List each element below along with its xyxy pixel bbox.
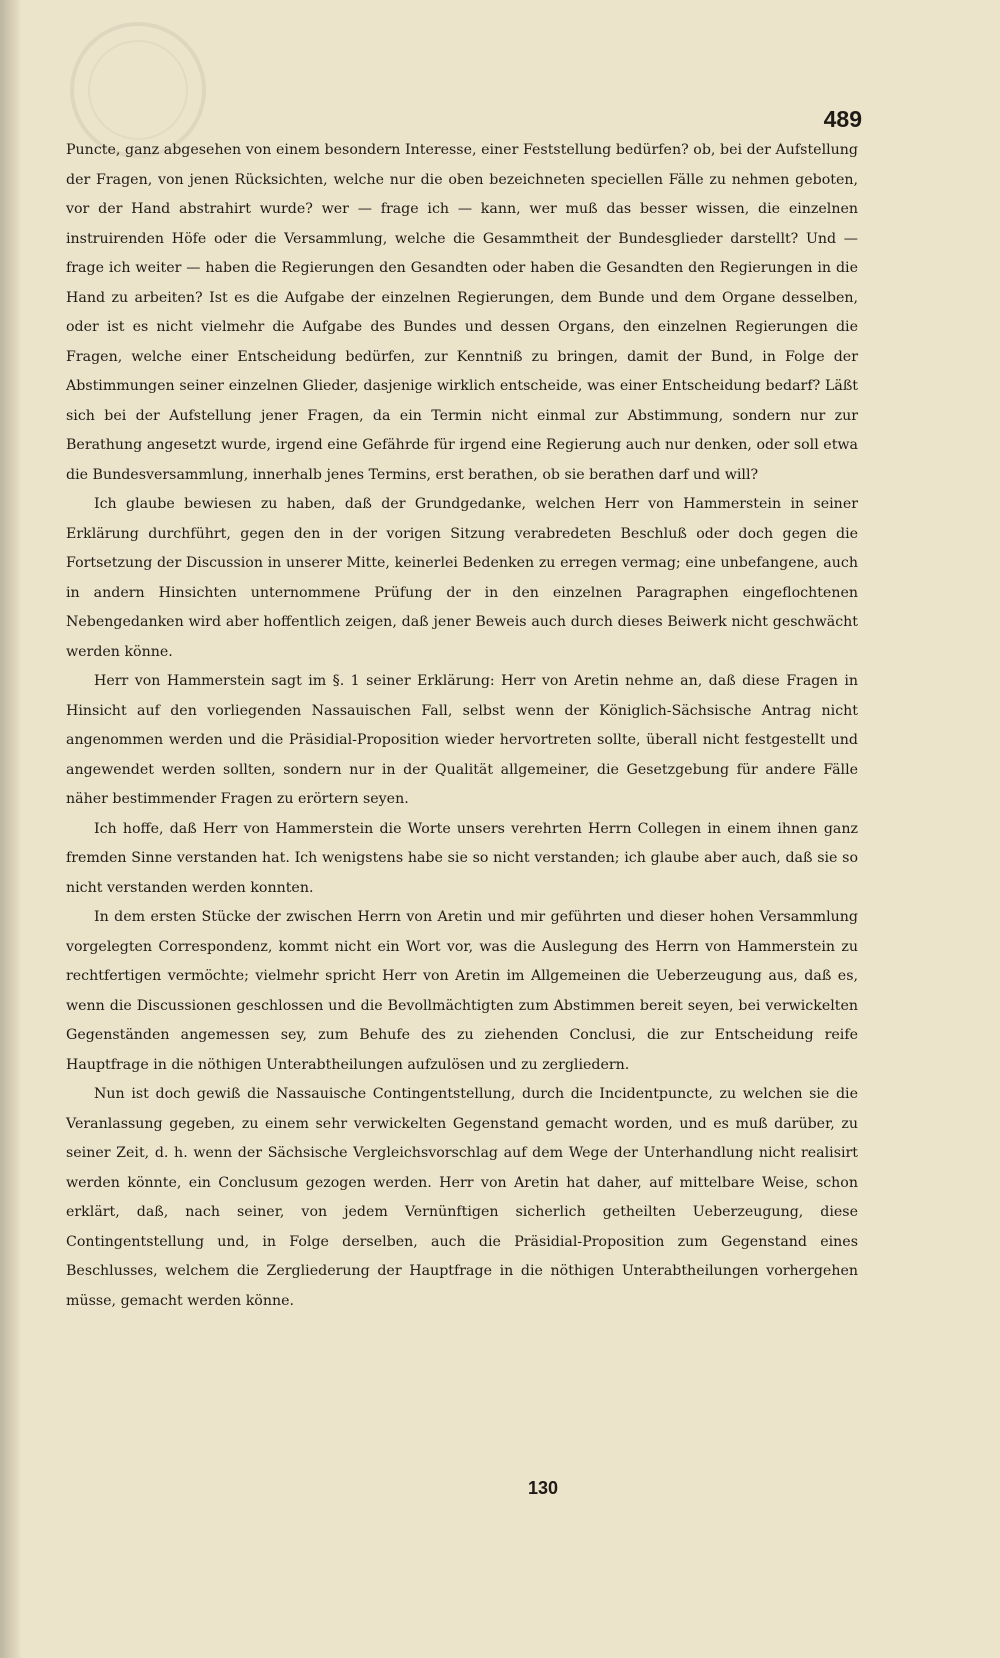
page-number-top: 489 — [823, 106, 862, 132]
page-number-bottom: 130 — [528, 1478, 559, 1498]
binding-edge — [0, 0, 22, 1658]
body-text — [66, 136, 858, 1316]
paragraph-4: Ich hoffe, daß Herr von Hammerstein die Worte unsers verehrten Herrn Collegen in einem ihnen ganz fremden Sinne verstanden hat. Ich wenigstens habe sie so nicht verstanden; ich glaube aber auch, daß sie so nicht verstanden werden konnten. — [66, 820, 858, 896]
paragraph-6: Nun ist doch gewiß die Nassauische Contingentstellung, durch die Incidentpuncte, zu welchen sie die Veranlassung gegeben, zu einem sehr verwickelten Gegenstand gemacht worden, und es muß darüber, zu seiner Zeit, d. h. wenn der Sächsische Vergleichsvorschlag auf dem Wege der Unterhandlung nicht realisirt werden könnte, ein Conclusum gezogen werden. Herr von Aretin hat daher, auf mittelbare Weise, schon erklärt, daß, nach seiner, von jedem Vernünftigen sicherlich getheilten Ueberzeugung, diese Contingentstellung und, in Folge derselben, auch die Präsidial-Proposition zum Gegenstand eines Beschlusses, welchem die Zergliederung der Hauptfrage in die nöthigen Unterabtheilungen vorhergehen müsse, gemacht werden könne. — [66, 1086, 858, 1309]
paragraph-2: Ich glaube bewiesen zu haben, daß der Grundgedanke, welchen Herr von Hammerstein in seiner Erklärung durchführt, gegen den in der vorigen Sitzung verabredeten Beschluß oder doch gegen die Fortsetzung der Discussion in unserer Mitte, keinerlei Bedenken zu erregen vermag; eine unbefangene, auch in andern Hinsichten unternommene Prüfung der in den einzelnen Paragraphen eingeflochtenen Nebengedanken wird aber hoffentlich zeigen, daß jener Beweis auch durch dieses Beiwerk nicht geschwächt werden könne. — [66, 496, 858, 660]
paragraph-5: In dem ersten Stücke der zwischen Herrn von Aretin und mir geführten und dieser hohen Versammlung vorgelegten Correspondenz, kommt nicht ein Wort vor, was die Auslegung des Herrn von Hammerstein zu rechtfertigen vermöchte; vielmehr spricht Herr von Aretin im Allgemeinen die Ueberzeugung aus, daß es, wenn die Discussionen geschlossen und die Bevollmächtigten zum Abstimmen bereit seyen, bei verwickelten Gegenständen angemessen sey, zum Behufe des zu ziehenden Conclusi, die zur Entscheidung reife Hauptfrage in die nöthigen Unterabtheilungen aufzulösen und zu zergliedern. — [66, 909, 858, 1073]
paragraph-1: Puncte, ganz abgesehen von einem besondern Interesse, einer Feststellung bedürfen? ob, bei der Aufstellung der Fragen, von jenen Rücksichten, welche nur die oben bezeichneten speciellen Fälle zu nehmen geboten, vor der Hand abstrahirt wurde? wer — frage ich — kann, wer muß das besser wissen, die einzelnen instruirenden Höfe oder die Versammlung, welche die Gesammtheit der Bundesglieder darstellt? Und — frage ich weiter — haben die Regierungen den Gesandten oder haben die Gesandten den Regierungen in die Hand zu arbeiten? Ist es die Aufgabe der einzelnen Regierungen, dem Bunde und dem Organe desselben, oder ist es nicht vielmehr die Aufgabe des Bundes und dessen Organs, den einzelnen Regierungen die Fragen, welche einer Entscheidung bedürfen, zur Kenntniß zu bringen, damit der Bund, in Folge der Abstimmungen seiner einzelnen Glieder, dasjenige wirklich entscheide, was einer Entscheidung bedarf? Läßt sich bei der Aufstellung jener Fragen, da ein Termin nicht einmal zur Abstimmung, sondern nur zur Berathung angesetzt wurde, irgend eine Gefährde für irgend eine Regierung auch nur denken, oder soll etwa die Bundesversammlung, innerhalb jenes Termins, erst berathen, ob sie berathen darf und will? — [66, 142, 858, 483]
paragraph-3: Herr von Hammerstein sagt im §. 1 seiner Erklärung: Herr von Aretin nehme an, daß diese Fragen in Hinsicht auf den vorliegenden Nassauischen Fall, selbst wenn der Königlich-Sächsische Antrag nicht angenommen werden und die Präsidial-Proposition wieder hervortreten sollte, überall nicht festgestellt und angewendet werden sollten, sondern nur in der Qualität allgemeiner, die Gesetzgebung für andere Fälle näher bestimmender Fragen zu erörtern seyen. — [66, 673, 858, 807]
